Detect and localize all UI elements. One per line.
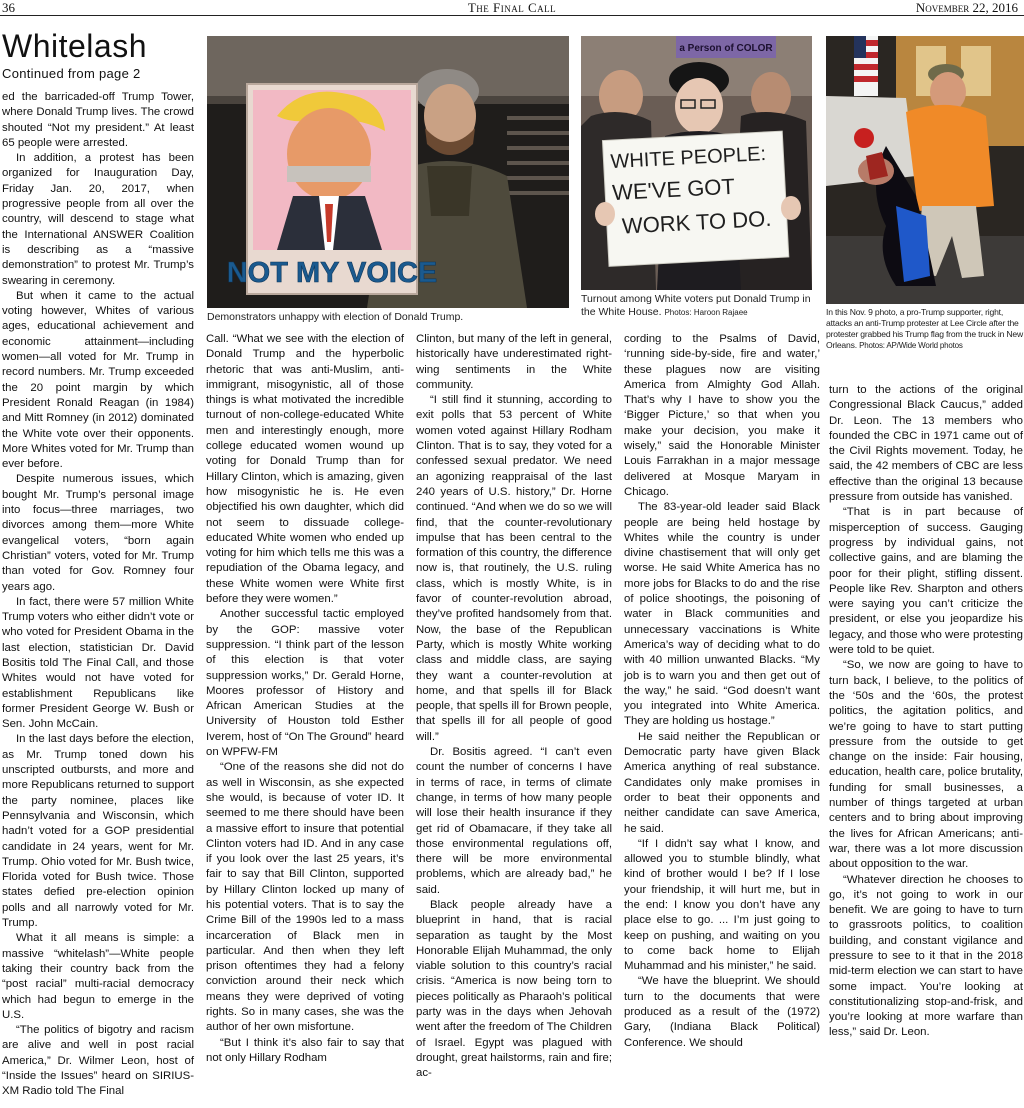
sign-line-3: WORK TO DO. [621,205,772,239]
photo-lee-circle [826,36,1024,304]
paragraph: Despite numerous issues, which bought Mr. Trump’s personal image into focus—three marriages, two divorces among them—more White evangelical voters, “born again Christian” voters, voted for Mr. Trump than voted for Gov. Romney four years ago. [2,473,194,593]
paragraph: “Whatever direction he chooses to go, it’s not going to work in our benefit. We are going to have to turn to grassroots politics, to coalition building, and constant vigilance and pressure to see to it that in the 2018 mid-term election we can start to have some impact. You’re looking at constitutionalizing stop-and-frisk, and you’re looking at more warfare than less,” said Dr. Leon. [829,873,1023,1039]
paragraph: But when it came to the actual voting however, Whites of various ages, educational achievement and economic attainment—including women—all voted for Mr. Trump in record numbers. Mr. Trump exceeded the 20 point margin by which President Ronald Reagan (in 1984) and Mitt Romney (in 2012) dominated the White vote over their opponents. More Whites voted for Mr. Trump than ever before. [2,289,194,471]
sign-line-1: WHITE PEOPLE: [610,143,767,174]
page-header [0,0,1024,16]
photo-caption [581,293,812,319]
article-column-2 [206,332,404,1066]
caption-text: Turnout among White voters put Donald Trump in the White House. [581,293,811,318]
photo-caption: Demonstrators unhappy with election of Donald Trump. [207,311,464,323]
sign-line-2: WE'VE GOT [611,173,736,206]
photo-work-to-do [581,36,812,290]
article-column-3 [416,332,612,1082]
paragraph: turn to the actions of the original Congressional Black Caucus,” added Dr. Leon. The 13 members who founded the CBC in 1971 came out of the Civil Rights movement. Today, he said, the 42 members of CBC are less effective than the original 13 because pressure from outside has vanished. [829,384,1023,504]
paragraph: Another successful tactic employed by the GOP: massive voter suppression. “I think part of the lesson of this election is that voter suppression works,” Dr. Gerald Horne, Moores professor of History and African American Studies at the University of Houston told Esther Iverem, host of “On The Ground” heard on WPFW-FM [206,608,404,759]
photo-not-my-voice [207,36,569,308]
paragraph: “We have the blueprint. We should turn to the documents that were produced as a result of the (1972) Gary, (Indiana Black Political) Conference. We should [624,975,820,1049]
paragraph: Dr. Bositis agreed. “I can’t even count the number of concerns I have in terms of race, in terms of climate change, in terms of how many people will lose their health insurance if they get rid of Obamacare, if they take all those environmental regulations off, there will be more environmental problems, which are already bad,” he said. [416,746,612,896]
caption-text: In this Nov. 9 photo, a pro-Trump supporter, right, attacks an anti-Trump protester at Lee Circle after the protester grabbed his Trump flag from the truck in New Orleans. [826,307,1023,350]
paragraph: The 83-year-old leader said Black people are being held hostage by Whites while the country is under divine chastisement that will only get worse. He said White America has no more jobs for Blacks to do and the rise of police shootings, the poisoning of water in Black communities and unnecessary vaccinations is White America’s way of deciding what to do with 40 million unwanted Blacks. “My job is to warn you and then get out of the way,” he said. “God doesn’t want you integrated into White America. They are holding us hostage.” [624,501,820,728]
paragraph: cording to the Psalms of David, ‘running side-by-side, fire and water,’ these plagues now are visiting America from Almighty God Allah. That’s why I have to show you the ‘Bigger Picture,’ so that when you make your decision, you make it wisely,” said the Honorable Minister Louis Farrakhan in a major message delivered at Mosque Maryam in Chicago. [624,333,820,498]
paragraph: “One of the reasons she did not do as well in Wisconsin, as she expected she would, is because of voter ID. It seemed to me there should have been a massive effort to insure that potential Clinton voters had ID. And in any case if you look over the last 25 years, it’s fair to say that Bill Clinton, supported by Hillary Clinton locked up many of his potential voters. That is to say the Crime Bill of the 1990s led to a mass incarceration of Black men in particular. And then when they left prison oftentimes they had a felony conviction around their neck which means they were deprived of voting rights. So in many cases, she was the author of her own misfortune. [206,761,404,1034]
protest-sign-photo-illustration [581,36,812,290]
page-number: 36 [2,0,15,15]
article-column-4 [624,332,820,1051]
paragraph: In fact, there were 57 million White Trump voters who either didn’t vote or who voted for President Obama in the last election, statistician Dr. David Bositis told The Final Call, and those Whites would not have voted for establishment Republicans like former President George W. Bush or Sen. John McCain. [2,595,194,731]
paragraph: “That is in part because of misperception of success. Gauging progress by individual gains, not collective gains, and are blaming the poor for their plight, stifling dissent. People like Rev. Sharpton and others were saying you can’t criticize the president, or else you jeopardize his legacy, and those who were protesting were told to be quiet. [829,506,1023,657]
paragraph: Call. “What we see with the election of Donald Trump and the hyperbolic rhetoric that was anti-Muslim, anti-immigrant, misogynistic, all of those things is what motivated the incredible turnout of non-college-educated White men and interestingly enough, more college educated women wound up voting for Donald Trump than for Hillary Clinton, which is amazing, given how misogynistic he is. He even objectified his own daughter, which did not seem to dissuade college-educated White women who ended up voting for him which tells me this was a repudiation of the Obama legacy, and these White women were White first before they were women.” [206,333,404,606]
paragraph: What it all means is simple: a massive “whitelash”—White people taking their country back from the “post racial” multi-racial democracy which had begun to emerge in the U.S. [2,932,194,1021]
paragraph: In addition, a protest has been organized for Inauguration Day, Friday Jan. 20, 2017, when progressive people from all over the country, will descend to stage what the International ANSWER Coalition is describing as a “massive demonstration” to protest Mr. Trump’s swearing in ceremony. [2,152,194,287]
paragraph: “If I didn’t say what I know, and allowed you to stumble blindly, what kind of brother would I be? If I lose your friendship, it will hurt me, but in the end: I know you don’t have any place else to go. ... I’m just going to keep on pushing, and waiting on you to come back home to Elijah Muhammad and his minister,” he said. [624,837,820,973]
headline: Whitelash [2,28,147,64]
banner-text: a Person of COLOR [679,43,773,54]
photo-credit: Photos: Haroon Rajaee [664,307,748,317]
paragraph: He said neither the Republican or Democratic party have given Black America anything of real substance. Candidates only make promises in order to beat their opponents and neither candidate can save America, he said. [624,730,820,835]
protest-photo-illustration [207,36,569,308]
paragraph: “I still find it stunning, according to exit polls that 53 percent of White women voted against Hillary Rodham Clinton. That is to say, they voted for a confessed sexual predator. We need an agonizing reappraisal of the last 240 years of U.S. history,” Dr. Horne continued. “And when we do so we will find, that the counter-revolutionary impulse that has been central to the formation of this country, the difference now is, that routinely, the U.S. ruling class, which is mostly White, is in favor of counter-revolution abroad, they’ve profited handsomely from that. Now, the base of the Republican Party, which is mostly White working class and middle class, are saying they want a counter-revolution at home, and that spells ill for Black people, that spells ill for Brown people, that spells ill for all people of good will.” [416,394,612,743]
paragraph: In the last days before the election, as Mr. Trump toned down his unscripted outbursts, and more and more Republicans returned to support the party nominee, places like Pennsylvania and Wisconsin, which hadn’t voted for a GOP presidential candidate in 24 years, went for Mr. Trump. Ohio voted for Mr. Bush twice, Florida voted for Bush twice. Those states defied pre-election opinion polls and all narrowly voted for Mr. Trump. [2,733,194,930]
photo-caption [826,307,1024,351]
paragraph: ed the barricaded-off Trump Tower, where Donald Trump lives. The crowd shouted “Not my president.” At least 65 people were arrested. [2,91,194,149]
paragraph: “But I think it’s also fair to say that not only Hillary Rodham [206,1036,404,1064]
paragraph: “The politics of bigotry and racism are alive and well in post racial America,” Dr. Wilmer Leon, host of “Inside the Issues” heard on SIRIUS-XM Radio told The Final [2,1024,194,1098]
paragraph: “So, we now are going to have to turn back, I believe, to the politics of the ‘50s and the ‘60s, the protest politics, the agitation politics, and we’re going to have to start putting pressure from the outside to get change on the inside: Fair housing, education, health care, police brutality, funding for small businesses, a number of things targeted at urban centers and to bring about improving the lives for African Americans; anti-war, there was a lot more discussion about opposition to the war. [829,659,1023,871]
photo-credit: Photos: AP/Wide World photos [859,341,963,350]
sign-text-not-my-voice: NOT MY VOICE [226,257,438,289]
street-scene-photo-illustration [826,36,1024,304]
publication-name: The Final Call [467,0,557,15]
issue-date: November 22, 2016 [915,0,1018,15]
paragraph: Clinton, but many of the left in general, historically have underestimated right-wing sentiments in the White community. [416,333,612,391]
article-column-1 [2,90,194,1100]
paragraph: Black people already have a blueprint in hand, that is racial separation as taught by the Most Honorable Elijah Muhammad, the only viable solution to this country’s racial crisis. “America is now being torn to pieces politically as Pharaoh’s political party was in the days when Jehovah went after the freedom of The Children of Israel. Egypt was plagued with drought, great hailstorms, rain and fire; ac- [416,898,612,1080]
continued-from: Continued from page 2 [2,66,141,81]
article-column-5 [829,383,1023,1041]
